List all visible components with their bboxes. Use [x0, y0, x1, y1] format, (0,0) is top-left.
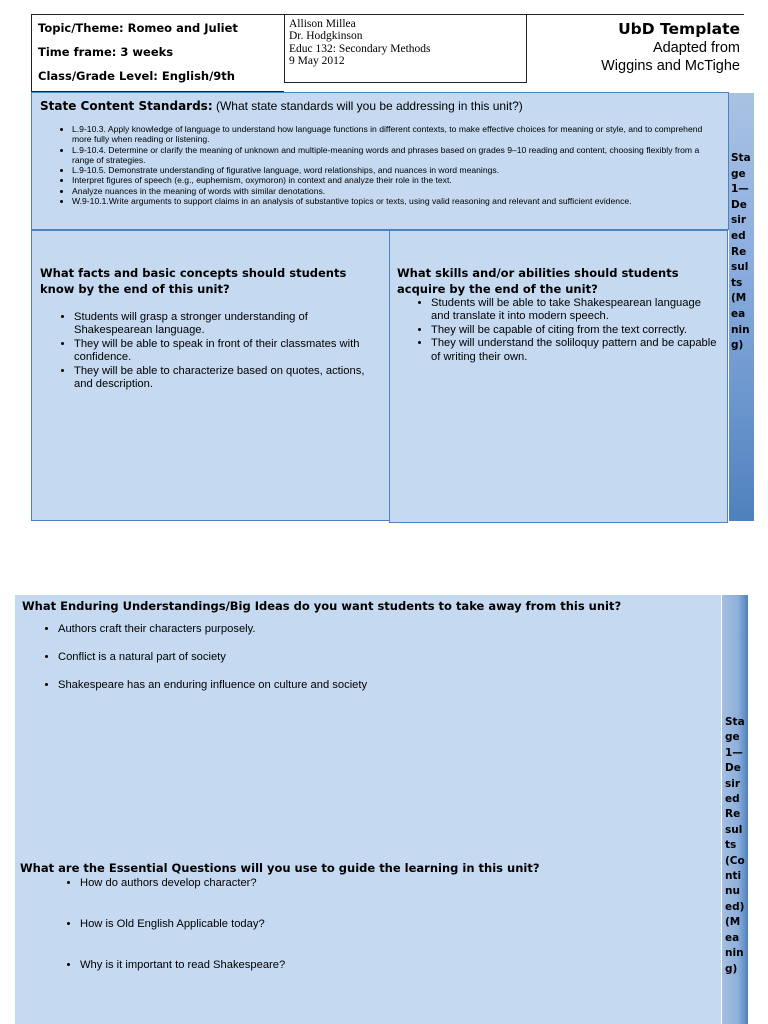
skills-abilities-section: [389, 230, 728, 523]
list-item: • L.9-10.3. Apply knowledge of language to understand how language functions in different contexts, to make effective choices for meaning or style, and to comprehend more fully when reading or listening.: [72, 124, 720, 145]
side-label-fragment: ed: [731, 229, 746, 242]
side-label-fragment: De: [731, 198, 747, 211]
list-item: • W.9-10.1.Write arguments to support claims in an analysis of substantive topics or texts, using valid reasoning and relevant and sufficient evidence.: [72, 196, 720, 206]
list-item: • L.9-10.4. Determine or clarify the meaning of unknown and multiple-meaning words and phrases based on grades 9–10 reading and content, choosing flexibly from a range of strategies.: [72, 145, 720, 166]
standards-prompt: (What state standards will you be addressing in this unit?): [212, 99, 523, 113]
course-name: Educ 132: Secondary Methods: [289, 42, 431, 55]
list-item: • Interpret figures of speech (e.g., euphemism, oxymoron) in context and analyze their role in the text.: [72, 175, 720, 185]
side-label-fragment: Re: [731, 245, 747, 258]
skills-list: [397, 297, 721, 364]
side-label-fragment: nin: [731, 323, 750, 336]
essential-questions-heading: What are the Essential Questions will you use to guide the learning in this unit?: [20, 861, 540, 875]
skills-heading: What skills and/or abilities should students acquire by the end of the unit?: [397, 266, 679, 296]
side-label-fragment: ge: [725, 731, 740, 744]
list-item: • How do authors develop character?: [80, 876, 620, 890]
standards-list: [40, 124, 720, 206]
author-name: Allison Millea: [289, 18, 356, 30]
side-label-fragment: g): [725, 962, 738, 975]
side-label-fragment: nti: [725, 870, 742, 883]
side-label-fragment: ea: [725, 931, 740, 944]
list-item: • They will understand the soliloquy pattern and be capable of writing their own.: [431, 337, 721, 364]
side-label-fragment: Sta: [731, 152, 751, 164]
template-title-box: [527, 14, 744, 92]
adapted-from: Adapted from: [652, 40, 740, 56]
grade-level: Class/Grade Level: English/9th: [38, 69, 235, 83]
side-label-fragment: Sta: [725, 716, 745, 728]
side-label-fragment: sir: [725, 777, 741, 790]
facts-list: [40, 311, 381, 391]
facts-concepts-section: [31, 230, 390, 521]
list-item: • They will be able to speak in front of their classmates with confidence.: [74, 338, 381, 365]
standards-title: State Content Standards:: [40, 99, 213, 113]
template-title: UbD Template: [618, 20, 740, 38]
stage1-continued-side-label: [722, 595, 748, 1024]
side-label-fragment: De: [725, 762, 741, 775]
topic-theme: Topic/Theme: Romeo and Juliet: [38, 21, 238, 35]
facts-heading: What facts and basic concepts should students know by the end of this unit?: [40, 266, 347, 296]
side-label-fragment: Re: [725, 808, 741, 821]
date: 9 May 2012: [289, 54, 345, 67]
side-label-fragment: (M: [731, 292, 747, 305]
side-label-fragment: nu: [725, 885, 740, 898]
standards-heading: [40, 98, 720, 114]
side-label-fragment: (Co: [725, 854, 745, 867]
enduring-list: [22, 622, 714, 692]
enduring-heading: What Enduring Understandings/Big Ideas do you want students to take away from this unit?: [22, 599, 622, 613]
list-item: • Conflict is a natural part of society: [58, 650, 714, 664]
state-standards-section: [31, 92, 729, 230]
adapted-authors: Wiggins and McTighe: [601, 58, 740, 74]
essential-questions-list: [20, 876, 620, 999]
list-item: • They will be able to characterize based on quotes, actions, and description.: [74, 365, 381, 392]
side-label-fragment: 1—: [725, 746, 743, 759]
side-label-fragment: nin: [725, 947, 744, 960]
list-item: • Students will be able to take Shakespearean language and translate it into modern speech.: [431, 297, 721, 324]
side-label-fragment: ts: [725, 839, 737, 852]
list-item: • Students will grasp a stronger understanding of Shakespearean language.: [74, 311, 381, 338]
list-item: • Authors craft their characters purposely.: [58, 622, 714, 636]
unit-info-box: [31, 14, 284, 92]
instructor-name: Dr. Hodgkinson: [289, 30, 363, 43]
list-item: • L.9-10.5. Demonstrate understanding of figurative language, word relationships, and nuances in word meanings.: [72, 165, 720, 175]
side-label-fragment: g): [731, 339, 744, 352]
time-frame: Time frame: 3 weeks: [38, 45, 174, 59]
side-label-fragment: (M: [725, 916, 741, 929]
side-label-fragment: ea: [731, 307, 746, 320]
side-label-fragment: 1—: [731, 183, 749, 196]
author-info-box: [284, 14, 527, 83]
list-item: • Shakespeare has an enduring influence on culture and society: [58, 678, 714, 692]
stage1-side-label: [729, 93, 754, 521]
list-item: • Why is it important to read Shakespeare?: [80, 958, 620, 972]
side-label-fragment: ts: [731, 276, 743, 289]
side-label-fragment: ed): [725, 900, 745, 913]
side-label-fragment: sir: [731, 214, 747, 227]
list-item: • They will be capable of citing from the text correctly.: [431, 324, 721, 337]
list-item: • How is Old English Applicable today?: [80, 917, 620, 931]
side-label-fragment: sul: [731, 261, 749, 274]
side-label-fragment: ed: [725, 793, 740, 806]
side-label-fragment: ge: [731, 167, 746, 180]
side-label-fragment: sul: [725, 823, 743, 836]
list-item: • Analyze nuances in the meaning of words with similar denotations.: [72, 186, 720, 196]
